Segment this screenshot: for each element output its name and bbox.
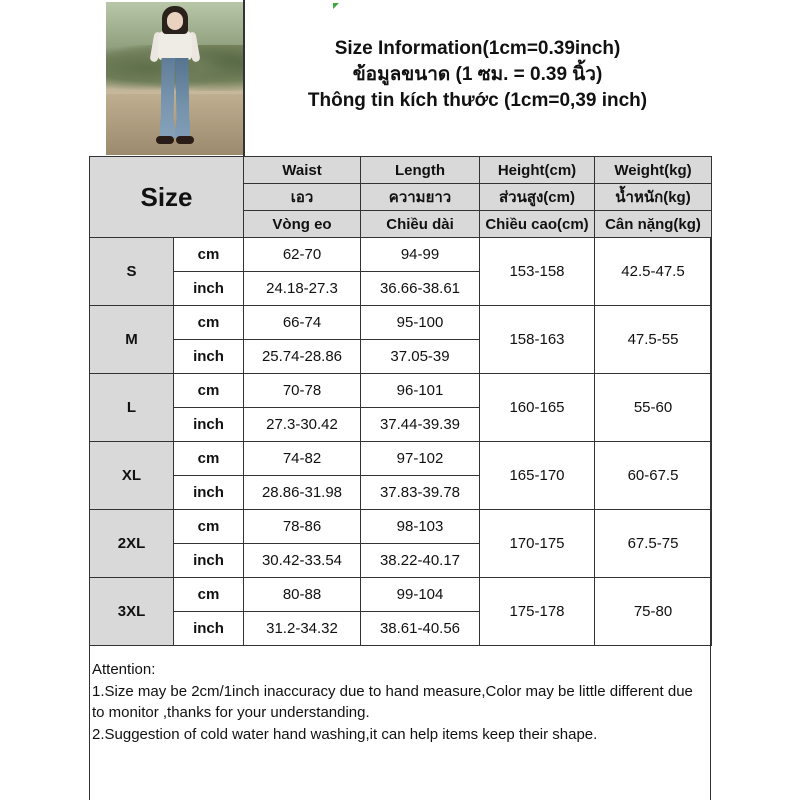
waist-inch-cell: 31.2-34.32: [244, 612, 361, 646]
length-inch-cell: 38.61-40.56: [361, 612, 480, 646]
table-row: [90, 442, 712, 476]
unit-inch-label: inch: [174, 476, 244, 510]
col-header-waist-th: เอว: [244, 184, 361, 211]
height-cell: 158-163: [480, 306, 595, 374]
height-cell: 170-175: [480, 510, 595, 578]
header-row-en: [90, 157, 712, 184]
size-label: XL: [90, 442, 174, 510]
table-row: [90, 578, 712, 612]
weight-cell: 75-80: [595, 578, 712, 646]
attention-notes: [89, 657, 711, 800]
col-header-weight-en: Weight(kg): [595, 157, 712, 184]
weight-cell: 42.5-47.5: [595, 238, 712, 306]
length-cm-cell: 97-102: [361, 442, 480, 476]
length-inch-cell: 37.83-39.78: [361, 476, 480, 510]
size-table: [89, 156, 712, 646]
col-header-height-vi: Chiều cao(cm): [480, 211, 595, 238]
size-column-header: Size: [90, 157, 244, 238]
size-label: 2XL: [90, 510, 174, 578]
waist-inch-cell: 27.3-30.42: [244, 408, 361, 442]
height-cell: 153-158: [480, 238, 595, 306]
unit-cm-label: cm: [174, 442, 244, 476]
length-cm-cell: 94-99: [361, 238, 480, 272]
length-cm-cell: 99-104: [361, 578, 480, 612]
col-header-length-th: ความยาว: [361, 184, 480, 211]
table-row: [90, 374, 712, 408]
col-header-weight-th: น้ำหนัก(kg): [595, 184, 712, 211]
unit-inch-label: inch: [174, 340, 244, 374]
col-header-length-vi: Chiều dài: [361, 211, 480, 238]
col-header-height-en: Height(cm): [480, 157, 595, 184]
waist-cm-cell: 74-82: [244, 442, 361, 476]
title-english: Size Information(1cm=0.39inch): [334, 38, 621, 59]
length-inch-cell: 37.05-39: [361, 340, 480, 374]
attention-note-1: 1.Size may be 2cm/1inch inaccuracy due to hand measure,Color may be little different due to monitor ,thanks for your understanding.: [92, 682, 693, 721]
attention-heading: Attention:: [92, 661, 156, 678]
weight-cell: 55-60: [595, 374, 712, 442]
unit-cm-label: cm: [174, 238, 244, 272]
waist-cm-cell: 78-86: [244, 510, 361, 544]
col-header-weight-vi: Cân nặng(kg): [595, 211, 712, 238]
weight-cell: 47.5-55: [595, 306, 712, 374]
title-vietnamese: Thông tin kích thước (1cm=0,39 inch): [307, 90, 648, 111]
weight-cell: 60-67.5: [595, 442, 712, 510]
waist-inch-cell: 30.42-33.54: [244, 544, 361, 578]
title-thai: ข้อมูลขนาด (1 ซม. = 0.39 นิ้ว): [352, 64, 603, 85]
length-cm-cell: 95-100: [361, 306, 480, 340]
unit-cm-label: cm: [174, 510, 244, 544]
waist-cm-cell: 70-78: [244, 374, 361, 408]
length-inch-cell: 36.66-38.61: [361, 272, 480, 306]
size-label: 3XL: [90, 578, 174, 646]
table-row: [90, 510, 712, 544]
attention-note-2: 2.Suggestion of cold water hand washing,it can help items keep their shape.: [92, 725, 598, 743]
unit-inch-label: inch: [174, 272, 244, 306]
size-label: M: [90, 306, 174, 374]
unit-cm-label: cm: [174, 374, 244, 408]
product-photo: [106, 2, 244, 155]
length-cm-cell: 98-103: [361, 510, 480, 544]
unit-inch-label: inch: [174, 408, 244, 442]
size-label: L: [90, 374, 174, 442]
waist-inch-cell: 25.74-28.86: [244, 340, 361, 374]
waist-inch-cell: 28.86-31.98: [244, 476, 361, 510]
col-header-waist-vi: Vòng eo: [244, 211, 361, 238]
unit-inch-label: inch: [174, 544, 244, 578]
size-label: S: [90, 238, 174, 306]
waist-cm-cell: 66-74: [244, 306, 361, 340]
length-cm-cell: 96-101: [361, 374, 480, 408]
unit-cm-label: cm: [174, 306, 244, 340]
col-header-height-th: ส่วนสูง(cm): [480, 184, 595, 211]
height-cell: 165-170: [480, 442, 595, 510]
height-cell: 160-165: [480, 374, 595, 442]
unit-inch-label: inch: [174, 612, 244, 646]
height-cell: 175-178: [480, 578, 595, 646]
corner-accent-icon: [333, 3, 339, 9]
unit-cm-label: cm: [174, 578, 244, 612]
header: [89, 0, 711, 157]
header-titles: [244, 36, 711, 114]
waist-cm-cell: 80-88: [244, 578, 361, 612]
table-row: [90, 306, 712, 340]
waist-inch-cell: 24.18-27.3: [244, 272, 361, 306]
length-inch-cell: 38.22-40.17: [361, 544, 480, 578]
length-inch-cell: 37.44-39.39: [361, 408, 480, 442]
col-header-length-en: Length: [361, 157, 480, 184]
col-header-waist-en: Waist: [244, 157, 361, 184]
weight-cell: 67.5-75: [595, 510, 712, 578]
waist-cm-cell: 62-70: [244, 238, 361, 272]
table-row: [90, 238, 712, 272]
